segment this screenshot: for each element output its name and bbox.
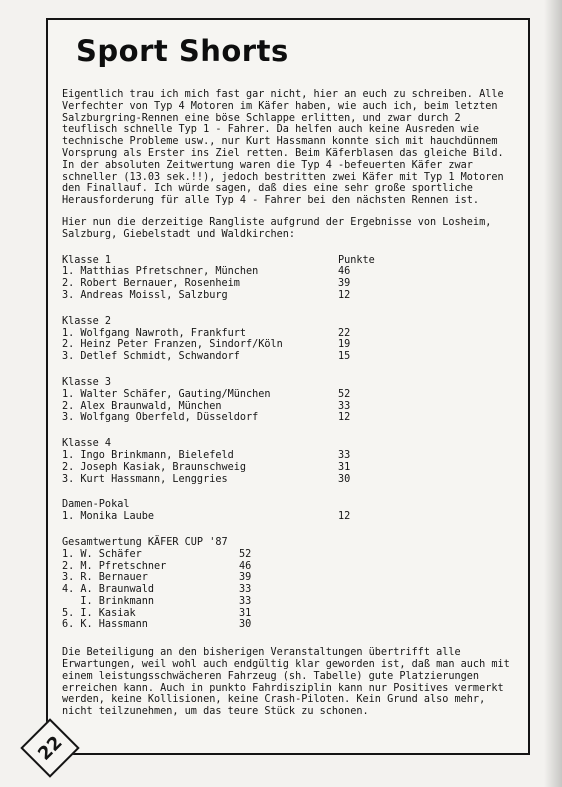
total-ranking-label: Gesamtwertung KÄFER CUP '87 bbox=[62, 536, 228, 548]
driver-name: 1. Walter Schäfer, Gauting/München bbox=[62, 388, 271, 400]
driver-name: 1. Matthias Pfretschner, München bbox=[62, 266, 259, 278]
ranking-row bbox=[62, 474, 512, 486]
total-ranking-rows bbox=[62, 549, 512, 632]
driver-points: 15 bbox=[338, 351, 351, 363]
ranking-row bbox=[62, 278, 512, 290]
driver-points: 33 bbox=[338, 449, 351, 461]
total-ranking-row bbox=[62, 572, 512, 584]
total-ranking bbox=[62, 537, 512, 631]
driver-points: 33 bbox=[239, 584, 252, 596]
class-group bbox=[62, 499, 512, 523]
lead-paragraph: Hier nun die derzeitige Rangliste aufgrund der Ergebnisse von Losheim, Salzburg, Giebelstadt und Waldkirchen: bbox=[62, 216, 492, 240]
ranking-row bbox=[62, 290, 512, 302]
class-header-row bbox=[62, 499, 512, 511]
class-header-row bbox=[62, 438, 512, 450]
driver-points: 12 bbox=[338, 412, 351, 424]
driver-name: 4. A. Braunwald bbox=[62, 584, 155, 596]
article-body bbox=[62, 89, 512, 718]
total-ranking-row bbox=[62, 619, 512, 631]
driver-name: 2. Joseph Kasiak, Braunschweig bbox=[62, 461, 247, 473]
driver-name: 1. W. Schäfer bbox=[62, 548, 142, 560]
ranking-row bbox=[62, 511, 512, 523]
driver-points: 33 bbox=[239, 595, 252, 607]
ranking-row bbox=[62, 412, 512, 424]
driver-points: 31 bbox=[338, 461, 351, 473]
driver-points: 12 bbox=[338, 511, 351, 523]
points-column-header: Punkte bbox=[338, 254, 375, 266]
driver-name: 3. Wolfgang Oberfeld, Düsseldorf bbox=[62, 412, 259, 424]
driver-points: 12 bbox=[338, 289, 351, 301]
driver-name: 1. Ingo Brinkmann, Bielefeld bbox=[62, 449, 234, 461]
class-rankings bbox=[62, 255, 512, 523]
driver-points: 22 bbox=[338, 327, 351, 339]
ranking-row bbox=[62, 266, 512, 278]
ranking-row bbox=[62, 328, 512, 340]
driver-name: 2. Heinz Peter Franzen, Sindorf/Köln bbox=[62, 339, 283, 351]
class-group bbox=[62, 255, 512, 302]
class-header-row bbox=[62, 316, 512, 328]
driver-points: 39 bbox=[239, 572, 252, 584]
ranking-row bbox=[62, 401, 512, 413]
page-title: Sport Shorts bbox=[76, 34, 289, 68]
class-group bbox=[62, 377, 512, 424]
class-group bbox=[62, 438, 512, 485]
driver-points: 52 bbox=[338, 388, 351, 400]
class-label: Klasse 1 bbox=[62, 254, 112, 266]
class-header-row bbox=[62, 255, 512, 267]
driver-name: 3. Kurt Hassmann, Lenggries bbox=[62, 473, 228, 485]
driver-name: 3. Andreas Moissl, Salzburg bbox=[62, 289, 228, 301]
total-ranking-row bbox=[62, 608, 512, 620]
page-number: 22 bbox=[33, 731, 67, 765]
class-label: Klasse 3 bbox=[62, 376, 112, 388]
driver-name: 5. I. Kasiak bbox=[62, 607, 136, 619]
driver-points: 33 bbox=[338, 400, 351, 412]
class-label: Klasse 2 bbox=[62, 315, 112, 327]
closing-paragraph: Die Beteiligung an den bisherigen Veranstaltungen übertrifft alle Erwartungen, weil wohl auch endgültig klar geworden ist, daß man auch mit einem leistungsschwächeren Fahrzeug (sh. Tabelle) gute Platzierungen erreichen kann. Auch in punkto Fahrdisziplin kann nur Positives vermerkt werden, keine Kollisionen, keine Crash-Piloten. Kein Grund also mehr, nicht teilzunehmen, um das teure Stück zu schonen. bbox=[62, 647, 510, 718]
ranking-row bbox=[62, 351, 512, 363]
driver-points: 46 bbox=[239, 560, 252, 572]
ranking-row bbox=[62, 462, 512, 474]
driver-name: I. Brinkmann bbox=[62, 595, 155, 607]
driver-points: 39 bbox=[338, 278, 351, 290]
driver-points: 30 bbox=[338, 473, 351, 485]
class-label: Klasse 4 bbox=[62, 438, 112, 450]
class-header-row bbox=[62, 377, 512, 389]
driver-points: 30 bbox=[239, 619, 252, 631]
intro-paragraph: Eigentlich trau ich mich fast gar nicht, hier an euch zu schreiben. Alle Verfechter von Typ 4 Motoren im Käfer haben, wie auch ich, beim letzten Salzburgring-Rennen eine böse Schlappe erlitten, und zwar durch 2 teuflisch schnelle Typ 1 - Fahrer. Da helfen auch keine Ausreden wie technische Probleme usw., nur Kurt Hassmann konnte sich mit hauchdünnem Vorsprung als Erster ins Ziel retten. Beim Käferblasen das gleiche Bild. In der absoluten Zeitwertung waren die Typ 4 -befeuerten Käfer zwar schneller (13.03 sek.!!), jedoch bestritten zwei Käfer mit Typ 1 Motoren den Finallauf. Ich würde sagen, daß dies eine sehr große sportliche Herausforderung für alle Typ 4 - Fahrer bei den nächsten Rennen ist. bbox=[62, 89, 504, 207]
ranking-row bbox=[62, 389, 512, 401]
driver-name: 2. Alex Braunwald, München bbox=[62, 400, 222, 412]
driver-name: 2. Robert Bernauer, Rosenheim bbox=[62, 278, 240, 290]
class-group bbox=[62, 316, 512, 363]
driver-points: 52 bbox=[239, 548, 252, 560]
page-spine-shadow bbox=[544, 0, 562, 787]
ranking-row bbox=[62, 450, 512, 462]
driver-points: 19 bbox=[338, 339, 351, 351]
driver-points: 31 bbox=[239, 607, 252, 619]
total-ranking-row bbox=[62, 549, 512, 561]
total-ranking-row bbox=[62, 596, 512, 608]
driver-points: 46 bbox=[338, 266, 351, 278]
total-ranking-row bbox=[62, 561, 512, 573]
driver-name: 1. Monika Laube bbox=[62, 511, 155, 523]
total-ranking-row bbox=[62, 584, 512, 596]
ranking-row bbox=[62, 339, 512, 351]
driver-name: 6. K. Hassmann bbox=[62, 619, 148, 631]
driver-name: 1. Wolfgang Nawroth, Frankfurt bbox=[62, 327, 247, 339]
driver-name: 3. Detlef Schmidt, Schwandorf bbox=[62, 351, 240, 363]
class-label: Damen-Pokal bbox=[62, 499, 130, 511]
driver-name: 3. R. Bernauer bbox=[62, 572, 148, 584]
driver-name: 2. M. Pfretschner bbox=[62, 560, 167, 572]
